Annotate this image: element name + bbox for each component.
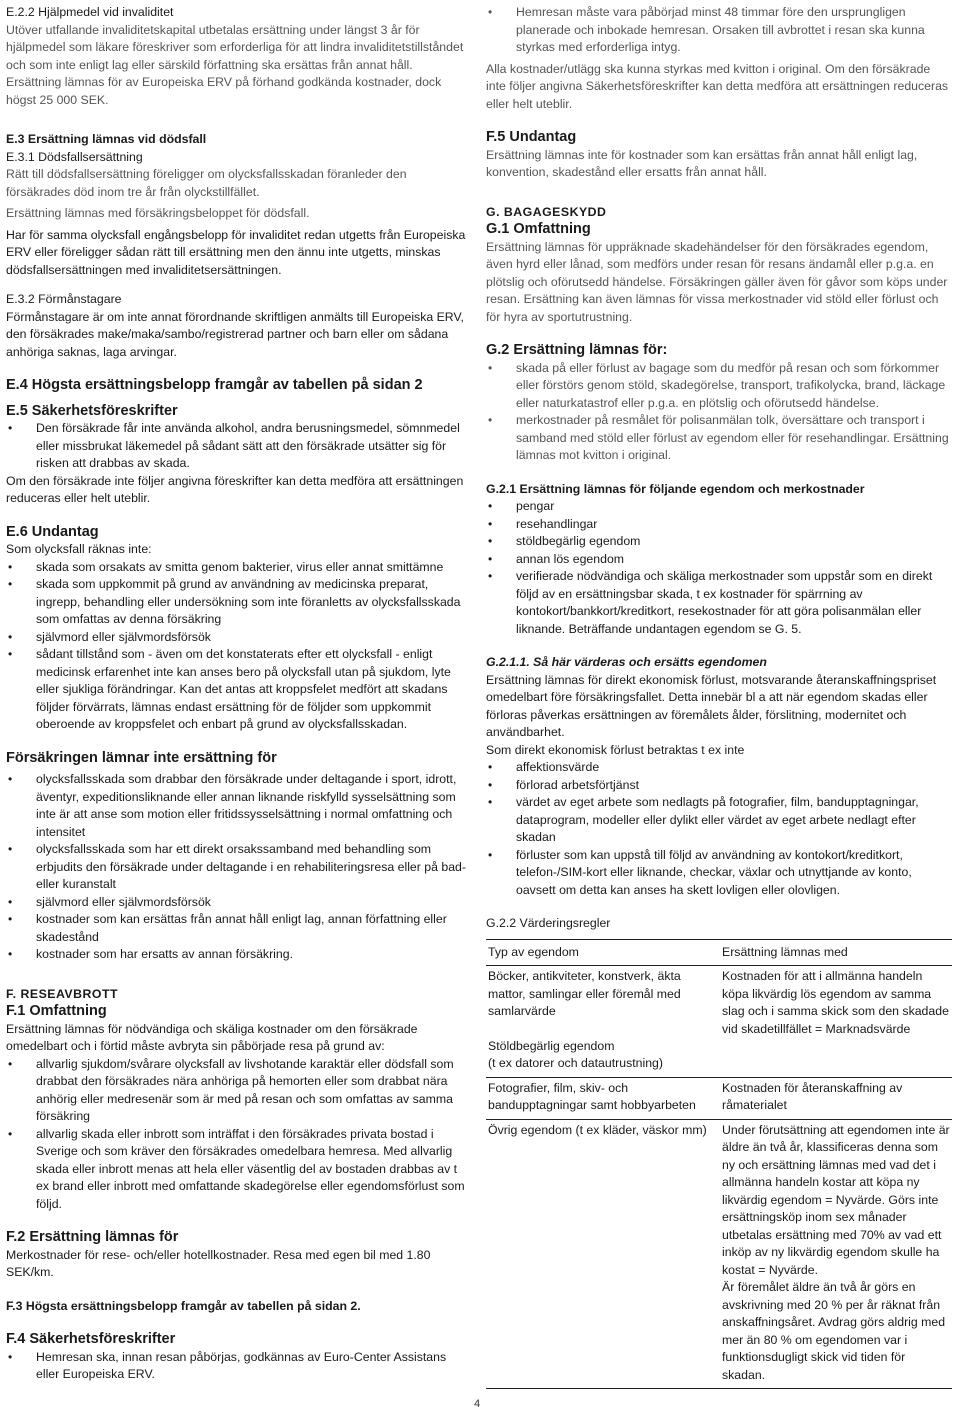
f4-continued-bullet-list — [486, 4, 952, 57]
compensation-cell: Under förutsättning att egendomen inte är äldre än två år, klassificeras denna som ny och ersättning lämnas med vad det i allmänna handeln kostar att köpa ny likvärdig egendom = Nyvärde. Görs inte ersättningsköp inom sex månader utbetalas ersättning med 70% av vad ett inköp av ny likvärdig egendom skulle ha kostat = Nyvärde. Är föremålet äldre än två år görs en avskrivning med 20 % per år räknat från anskaffningsåret. Avdrag görs aldrig med mer än 80 % om egendomen var i funktionsdugligt skick vid tiden för skadan. — [720, 1119, 952, 1389]
bullet-item: • verifierade nödvändiga och skäliga merkostnader som uppstår som en direkt följd av en ersättningsbar skada, t ex kostnader för spärrning av kontokort/bankkort/kreditkort, resekostnader för att göra polisanmälan eller liknande. Beträffande undantagen egendom se G. 5. — [486, 568, 952, 638]
f2-text: Merkostnader för rese- och/eller hotellkostnader. Resa med egen bil med 1.80 SEK/km. — [6, 1247, 431, 1279]
bullet-item: • Hemresan ska, innan resan påbörjas, godkännas av Euro-Center Assistans eller Europeiska ERV. — [6, 1349, 468, 1384]
g21-heading: G.2.1 Ersättning lämnas för följande egendom och merkostnader — [486, 481, 865, 496]
compensation-cell: Kostnaden för återanskaffning av råmaterialet — [720, 1077, 952, 1119]
g22-heading: G.2.2 Värderingsregler — [486, 916, 611, 930]
f4-continued-text: Alla kostnader/utlägg ska kunna styrkas med kvitton i original. Om den försäkrade inte följer angivna Säkerhetsföreskrifter kan detta medföra att ersättningen reduceras eller helt uteblir. — [486, 61, 949, 111]
e32-heading: E.3.2 Förmånstagare — [6, 292, 122, 306]
bullet-item: • skada som uppkommit på grund av användning av medicinska preparat, ingrepp, behandling eller undersökning som inte föranletts av olycksfallsskada som omfattas av denna försäkring — [6, 576, 468, 629]
bullet-item: • värdet av eget arbete som nedlagts på fotografier, film, bandupptagningar, dataprogram, modeller eller dylikt eller värdet av eget arbete nedlagt efter skadan — [486, 794, 952, 847]
f1-text: Ersättning lämnas för nödvändiga och skäliga kostnader om den försäkrade omedelbart och i förtid måste avbryta sin påbörjade resa på grund av: — [6, 1021, 418, 1053]
e31-paragraph-3: Har för samma olycksfall engångsbelopp för invaliditet redan utgetts från Europeiska ERV eller föreligger sådan rätt till ersättning men den ännu inte utgetts, minskas dödsfallsersättningen med invaliditetsersättningen. — [6, 227, 466, 277]
noncover-heading: Försäkringen lämnar inte ersättning för — [6, 749, 277, 766]
bullet-item: • pengar — [486, 498, 952, 516]
g2-heading: G.2 Ersättning lämnas för: — [486, 342, 668, 358]
valuation-table-header-type: Typ av egendom — [486, 939, 720, 966]
valuation-table-body — [486, 966, 952, 1389]
valuation-table-row — [486, 966, 952, 1078]
bullet-item: • merkostnader på resmålet för polisanmälan tolk, översättare och transport i samband med stöld eller förlust av egendom eller för resehandlingar. Ersättning lämnas mot kvitton i original. — [486, 412, 952, 465]
bullet-item: • självmord eller självmordsförsök — [6, 894, 468, 912]
valuation-table-header-compensation: Ersättning lämnas med — [720, 939, 952, 966]
bullet-item: • olycksfallsskada som har ett direkt orsakssamband med behandling som erbjudits den försäkrade under deltagande i en rehabiliteringsresa eller på bad- eller kuranstalt — [6, 841, 468, 894]
e31-heading: E.3.1 Dödsfallsersättning — [6, 149, 143, 164]
bullet-item: • olycksfallsskada som drabbar den försäkrade under deltagande i sport, idrott, äventyr, expeditionsliknande eller annan liknande riskfylld sysselsättning som inte är att anse som motion eller fritidssysselsättning i normal omfattning och intensitet — [6, 771, 468, 841]
valuation-table — [486, 939, 952, 1390]
property-type-text: Böcker, antikviteter, konstverk, äkta mattor, samlingar eller föremål med samlarvärde — [488, 969, 681, 1018]
e31-paragraph-2: Ersättning lämnas med försäkringsbeloppet för dödsfall. — [6, 206, 310, 220]
bullet-item: • allvarlig sjukdom/svårare olycksfall av livshotande karaktär eller dödsfall som drabbat den försäkrades nära anhöriga på hemorten eller som drabbat nära anhörig eller medresenär som är med på resan och som omfattas av samma försäkring — [6, 1056, 468, 1126]
bullet-item: • affektionsvärde — [486, 759, 952, 777]
right-column — [486, 4, 952, 1389]
e22-text: Utöver utfallande invaliditetskapital utbetalas ersättning under längst 3 år för hjälpmedel som läkare föreskriver som erforderliga för att lindra invaliditetstillståndet och som inte enligt lag eller särskild författning ska ersättas från annat håll. Ersättning lämnas för av Europeiska ERV på förhand godkända kostnader, dock högst 25 000 SEK. — [6, 22, 464, 107]
compensation-cell: Kostnaden för att i allmänna handeln köpa likvärdig lös egendom av samma slag och i samma skick som den skadade vid skadetillfället = Marknadsvärde — [720, 966, 952, 1078]
noncover-bullet-list — [6, 771, 468, 964]
f1-bullet-list — [6, 1056, 468, 1214]
f2-heading: F.2 Ersättning lämnas för — [6, 1229, 179, 1245]
valuation-table-row — [486, 1119, 952, 1389]
e5-text: Om den försäkrade inte följer angivna föreskrifter kan detta medföra att ersättningen reduceras eller helt uteblir. — [6, 473, 464, 505]
bullet-item: • skada som orsakats av smitta genom bakterier, virus eller annat smittämne — [6, 559, 468, 577]
bullet-item: • stöldbegärlig egendom — [486, 533, 952, 551]
bullet-item: • sådant tillstånd som - även om det konstaterats efter ett olycksfall - enligt medicinsk erfarenhet inte kan anses bero på olycksfall utan på sjukdom, lyte eller sjukliga förändringar. Kan det antas att kroppsfelet medfört att skadans följder förvärrats, lämnas endast ersättning för de följder som uppkommit oberoende av kroppsfelet och enbart på grund av olycksfallsskadan. — [6, 646, 468, 734]
bullet-item: • förlorad arbetsförtjänst — [486, 777, 952, 795]
g211-intro: Som direkt ekonomisk förlust betraktas t ex inte — [486, 742, 745, 757]
e22-heading: E.2.2 Hjälpmedel vid invaliditet — [6, 5, 174, 19]
e5-heading: E.5 Säkerhetsföreskrifter — [6, 402, 178, 419]
left-column — [6, 4, 468, 1384]
g1-heading: G.1 Omfattning — [486, 221, 591, 237]
e6-bullet-list — [6, 559, 468, 734]
g211-bullet-list — [486, 759, 952, 899]
property-type-cell — [486, 1119, 720, 1389]
valuation-table-header-row — [486, 939, 952, 966]
e32-text: Förmånstagare är om inte annat förordnande skriftligen anmälts till Europeiska ERV, den försäkrades make/maka/sambo/registrerad partner och barn eller om sådana anhöriga saknas, laga arvingar. — [6, 309, 464, 359]
e4-heading: E.4 Högsta ersättningsbelopp framgår av tabellen på sidan 2 — [6, 377, 423, 393]
f4-bullet-list — [6, 1349, 468, 1384]
f1-heading: F.1 Omfattning — [6, 1003, 107, 1019]
g-section-heading: G. BAGAGESKYDD — [486, 204, 607, 219]
property-type-text: Fotografier, film, skiv- och bandupptagningar samt hobbyarbeten — [488, 1080, 696, 1112]
bullet-item: • självmord eller självmordsförsök — [6, 629, 468, 647]
e3-heading: E.3 Ersättning lämnas vid dödsfall — [6, 132, 207, 146]
g2-bullet-list — [486, 360, 952, 465]
e6-heading: E.6 Undantag — [6, 523, 99, 540]
valuation-table-row — [486, 1077, 952, 1119]
g1-text: Ersättning lämnas för uppräknade skadehändelser för den försäkrades egendom, även hyrd eller lånad, som medförs under resan för resans ändamål eller p.g.a. en plötslig och oförutsedd händelse. Försäkringen gäller även för gåvor som köps under resan. Ersättning kan även lämnas för vissa merkostnader vid stöld eller förlust och för hyra av sportutrustning. — [486, 239, 948, 324]
g211-heading: G.2.1.1. Så här värderas och ersätts egendomen — [486, 655, 767, 669]
f5-heading: F.5 Undantag — [486, 129, 577, 145]
bullet-item: • kostnader som har ersatts av annan försäkring. — [6, 946, 468, 964]
bullet-item: • annan lös egendom — [486, 551, 952, 569]
bullet-item: • resehandlingar — [486, 516, 952, 534]
e5-bullet-list — [6, 420, 468, 473]
e6-intro: Som olycksfall räknas inte: — [6, 542, 152, 556]
e31-paragraph-1: Rätt till dödsfallsersättning föreligger om olycksfallsskadan föranleder den försäkrades död inom tre år från olyckstillfället. — [6, 167, 407, 199]
bullet-item: • Den försäkrade får inte använda alkohol, andra berusningsmedel, sömnmedel eller missbrukat läkemedel på sådant sätt att den försäkrade utsätter sig för risken att drabbas av skada. — [6, 420, 468, 473]
property-type-text: Övrig egendom (t ex kläder, väskor mm) — [488, 1122, 707, 1137]
g21-bullet-list — [486, 498, 952, 638]
f3-heading: F.3 Högsta ersättningsbelopp framgår av tabellen på sidan 2. — [6, 1298, 361, 1313]
bullet-item: • allvarlig skada eller inbrott som inträffat i den försäkrades privata bostad i Sverige och som kräver den försäkrades omedelbara hemresa. Med allvarlig skada eller inbrott menas att hela eller väsentlig del av bostaden drabbas av t ex brand eller inbrott med omfattande skadegörelse eller egendomsförlust som följd. — [6, 1126, 468, 1214]
bullet-item: • skada på eller förlust av bagage som du medför på resan och som förkommer eller förstörs genom stöld, skadegörelse, transport, trafikolycka, brand, läckage eller naturkatastrof eller p.g.a. en plötslig och oförutsedd händelse. — [486, 360, 952, 413]
property-type-cell — [486, 966, 720, 1078]
page-number: 4 — [474, 1398, 481, 1410]
f4-heading: F.4 Säkerhetsföreskrifter — [6, 1331, 176, 1347]
bullet-item: • förluster som kan uppstå till följd av användning av kontokort/kreditkort, telefon-/SIM-kort eller liknande, checkar, växlar och utnyttjande av konto, oavsett om detta kan anses ha skett lovligen eller olovligen. — [486, 847, 952, 900]
property-type-cell — [486, 1077, 720, 1119]
bullet-item: • kostnader som kan ersättas från annat håll enligt lag, annan författning eller skadestånd — [6, 911, 468, 946]
f-section-heading: F. RESEAVBROTT — [6, 986, 118, 1001]
g211-text: Ersättning lämnas för direkt ekonomisk förlust, motsvarande återanskaffningspriset omedelbart före försäkringsfallet. Detta innebär bl a att när egendom skadas eller förloras påverkas ersättningen av föremålets ålder, förslitning, modernitet och användbarhet. — [486, 672, 937, 739]
property-type-text: Stöldbegärlig egendom (t ex datorer och datautrustning) — [488, 1038, 663, 1070]
bullet-item: • Hemresan måste vara påbörjad minst 48 timmar före den ursprungligen planerade och inbokade hemresan. Orsaken till avbrottet i resan ska kunna styrkas med erforderliga intyg. — [486, 4, 952, 57]
f5-text: Ersättning lämnas inte för kostnader som kan ersättas från annat håll enligt lag, konvention, skadestånd eller ersatts från annat håll. — [486, 147, 918, 179]
